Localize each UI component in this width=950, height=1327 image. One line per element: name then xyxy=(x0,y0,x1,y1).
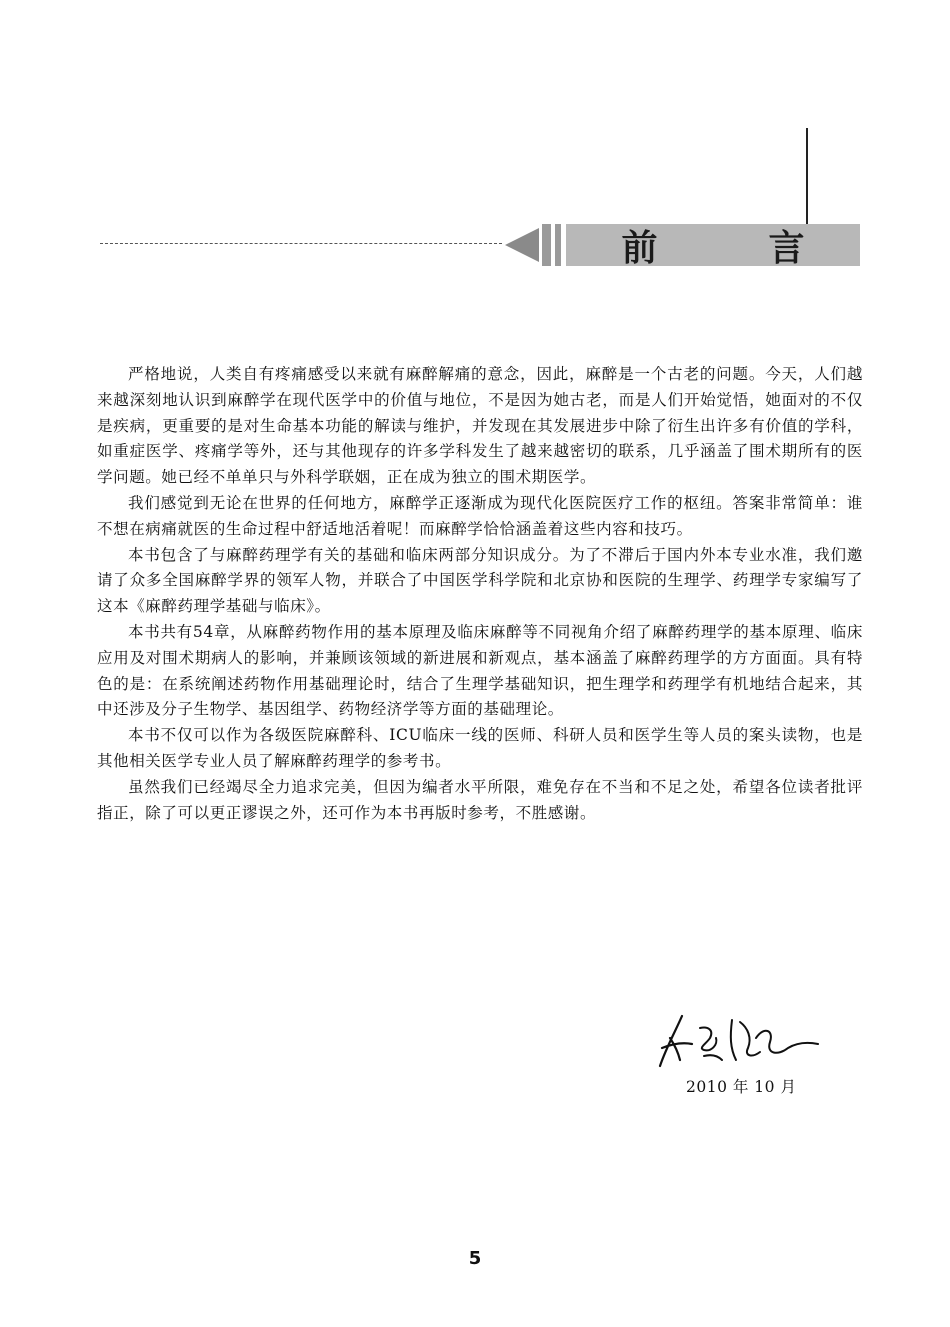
header-vertical-rule xyxy=(806,128,808,228)
paragraph-6: 虽然我们已经竭尽全力追求完美，但因为编者水平所限，难免存在不当和不足之处，希望各位读者批评指正，除了可以更正谬误之外，还可作为本书再版时参考，不胜感谢。 xyxy=(97,777,863,822)
header-dashed-rule xyxy=(100,243,502,245)
paragraph-3: 本书包含了与麻醉药理学有关的基础和临床两部分知识成分。为了不滞后于国内外本专业水准，我们邀请了众多全国麻醉学界的领军人物，并联合了中国医学科学院和北京协和医院的生理学、药理学专家编写了这本《麻醉药理学基础与临床》。 xyxy=(97,545,863,616)
paragraph-5: 本书不仅可以作为各级医院麻醉科、ICU临床一线的医师、科研人员和医学生等人员的案头读物，也是其他相关医学专业人员了解麻醉药理学的参考书。 xyxy=(97,726,863,770)
page-number: 5 xyxy=(468,1248,482,1269)
header-arrow-triangle xyxy=(505,228,539,262)
signature-date: 2010 年 10 月 xyxy=(686,1078,797,1096)
header-stripe-2 xyxy=(555,224,561,266)
header-stripe-1 xyxy=(542,224,551,266)
section-title-char-1: 前 xyxy=(621,226,658,269)
paragraph-2: 我们感觉到无论在世界的任何地方，麻醉学正逐渐成为现代化医院医疗工作的枢纽。答案非常简单：谁不想在病痛就医的生命过程中舒适地活着呢！而麻醉学恰恰涵盖着这些内容和技巧。 xyxy=(97,493,863,538)
section-title-block xyxy=(566,224,860,269)
preface-body xyxy=(97,362,863,826)
author-signature xyxy=(652,1008,822,1076)
paragraph-4: 本书共有54章，从麻醉药物作用的基本原理及临床麻醉等不同视角介绍了麻醉药理学的基本原理、临床应用及对围术期病人的影响，并兼顾该领域的新进展和新观点，基本涵盖了麻醉药理学的方方面面。具有特色的是：在系统阐述药物作用基础理论时，结合了生理学基础知识，把生理学和药理学有机地结合起来，其中还涉及分子生物学、基因组学、药物经济学等方面的基础理论。 xyxy=(97,622,863,719)
paragraph-1: 严格地说，人类自有疼痛感受以来就有麻醉解痛的意念，因此，麻醉是一个古老的问题。今天，人们越来越深刻地认识到麻醉学在现代医学中的价值与地位，不是因为她古老，而是人们开始觉悟，她面对的不仅是疾病，更重要的是对生命基本功能的解读与维护，并发现在其发展进步中除了衍生出许多有价值的学科，如重症医学、疼痛学等外，还与其他现存的许多学科发生了越来越密切的联系，几乎涵盖了围术期所有的医学问题。她已经不单单只与外科学联姻，正在成为独立的围术期医学。 xyxy=(97,365,863,487)
section-title-char-2: 言 xyxy=(768,226,805,269)
